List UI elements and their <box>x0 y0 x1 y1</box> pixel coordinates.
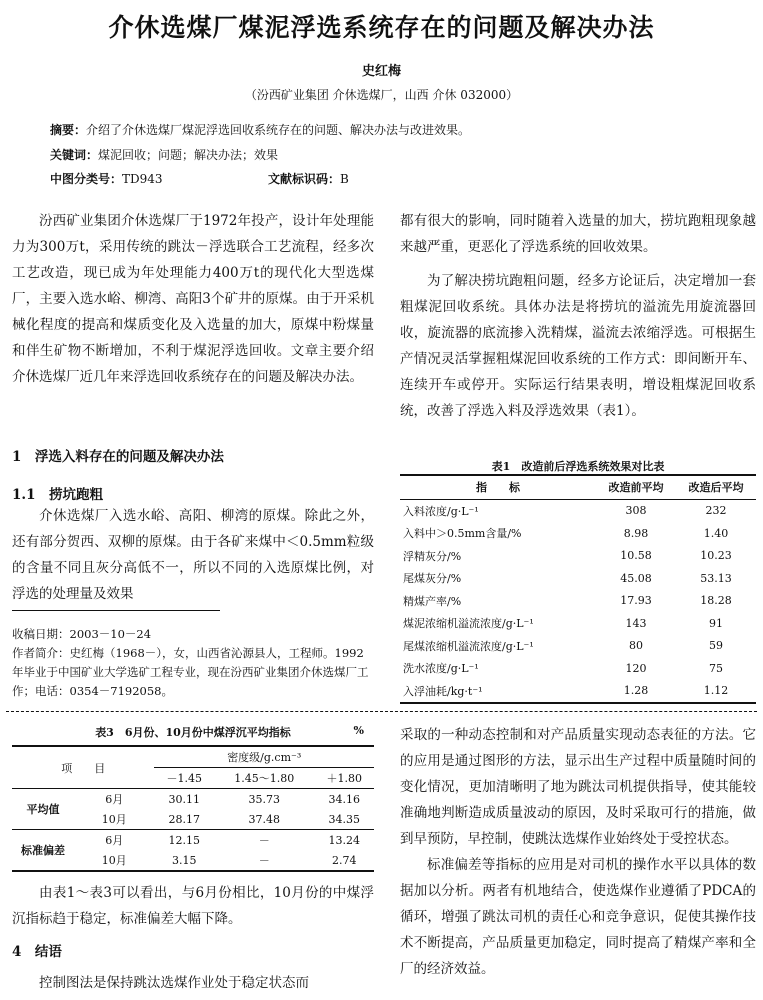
table3-row: 10月 3.15 － 2.74 <box>101 853 357 867</box>
bottom-right-para-1: 采取的一种动态控制和对产品质量实现动态表征的方法。它的应用是通过图形的方法，显示出生产过程中质量随时间的变化情况，更加清晰明了地为跳汰司机提供指导，使其能较准确地判断造成质量波动的原因，及时采取可行的措施，做到早预防，早控制，使跳汰选煤作业始终处于受控状态。 <box>400 727 756 847</box>
left-column-para2 <box>12 503 374 607</box>
section-1-1-heading: 1.1 捞坑跑粗 <box>12 487 103 503</box>
table3-row: 标准偏差 6月 12.15 － 13.24 <box>21 833 360 857</box>
para-entrance: 介休选煤厂入选水峪、高阳、柳湾的原煤。除此之外，还有部分贺西、双柳的原煤。由于各矿来煤中＜0.5mm粒级的含量不同且灰分高低不一，所以不同的入选原煤比例，对浮选的处理量及效果 <box>12 508 374 602</box>
table1-row: 精煤产率/% 17.93 18.28 <box>403 594 732 608</box>
article-title: 介休选煤厂煤泥浮选系统存在的问题及解决办法 <box>108 13 655 42</box>
abstract-label: 摘要： <box>50 123 87 137</box>
table1-row: 洗水浓度/g·L⁻¹ 120 75 <box>403 661 723 676</box>
table1-header: 指 标 <box>476 481 520 495</box>
table3-density-col: －1.45 <box>166 772 202 785</box>
keywords-text: 煤泥回收；问题；解决办法；效果 <box>98 148 279 162</box>
bottom-left-column <box>12 880 374 932</box>
table1-row: 尾煤灰分/% 45.08 53.13 <box>403 571 732 586</box>
section-4-heading: 4 结语 <box>12 944 62 960</box>
footnote-divider <box>12 610 220 611</box>
table3-unit: % <box>353 724 364 737</box>
table1-header: 改造前平均 <box>608 481 664 495</box>
table3-density-col: 1.45～1.80 <box>234 772 295 785</box>
received-date: 收稿日期：2003－10－24 <box>12 627 152 641</box>
table1-row: 尾煤浓缩机溢流浓度/g·L⁻¹ 80 59 <box>403 639 723 653</box>
clc-label: 中图分类号： <box>50 172 123 186</box>
table3 <box>12 745 374 872</box>
table3-caption-row <box>12 724 374 740</box>
section-separator <box>6 711 757 712</box>
table1-row: 浮精灰分/% 10.58 10.23 <box>403 549 732 563</box>
table1-row: 煤泥浓缩机溢流浓度/g·L⁻¹ 143 91 <box>403 616 723 631</box>
clc-value: TD943 <box>122 172 163 186</box>
table3-row: 10月 28.17 37.48 34.35 <box>12 809 374 830</box>
table1-header: 改造后平均 <box>688 481 744 495</box>
table1-row: 入料中＞0.5mm含量/% 8.98 1.40 <box>403 526 729 541</box>
table3-caption: 表3 6月份、10月份中煤浮沉平均指标 <box>95 726 291 739</box>
right-para-1: 都有很大的影响，同时随着入选量的加大，捞坑跑粗现象越来越严重，更恶化了浮选系统的回收效果。 <box>400 213 756 255</box>
conclusion-paragraph: 控制图法是保持跳汰选煤作业处于稳定状态而 <box>39 975 309 991</box>
table3-item-header: 项 目 <box>12 746 154 789</box>
summary-paragraph: 由表1～表3可以看出，与6月份相比，10月份的中煤浮沉指标趋于稳定，标准偏差大幅下降。 <box>12 885 374 927</box>
classification <box>50 170 550 187</box>
author-bio: 作者简介：史红梅（1968－），女，山西省沁源县人，工程师。1992年毕业于中国矿业大学选矿工程专业，现在汾西矿业集团介休选煤厂工作；电话：0354－7192058。 <box>12 646 369 698</box>
table3-row: 平均值 6月 30.11 35.73 34.16 <box>12 789 374 810</box>
bottom-right-column <box>400 722 756 982</box>
bottom-right-para-2: 标准偏差等指标的应用是对司机的操作水平以具体的数据加以分析。两者有机地结合，使选煤作业遵循了PDCA的循环，增强了跳汰司机的责任心和竞争意识，促使其操作技术不断提高，产品质量更加稳定，同时提高了精煤产率和全厂的经济效益。 <box>400 857 756 977</box>
table1-row: 入浮油耗/kg·t⁻¹ 1.28 1.12 <box>403 684 729 698</box>
table3-density-col: ＋1.80 <box>326 772 362 785</box>
keywords <box>50 146 278 163</box>
section-1-heading: 1 浮选入料存在的问题及解决办法 <box>12 449 224 465</box>
left-column <box>12 208 374 390</box>
table1 <box>400 474 756 704</box>
right-para-2: 为了解决捞坑跑粗问题，经多方论证后，决定增加一套粗煤泥回收系统。具体办法是将捞坑的溢流先用旋流器回收，旋流器的底流掺入洗精煤，溢流去浓缩浮选。可根据生产情况灵活掌握粗煤泥回收系统的工作方式：即间断开车、连续开车或停开。实际运行结果表明，增设粗煤泥回收系统，改善了浮选入料及浮选效果（表1）。 <box>400 273 756 419</box>
author: 史红梅 <box>361 64 401 79</box>
table1-caption: 表1 改造前后浮选系统效果对比表 <box>491 460 665 473</box>
bottom-left-para2 <box>12 970 374 996</box>
table3-density-header: 密度级/g.cm⁻³ <box>154 746 374 768</box>
doc-code-value: B <box>340 172 349 186</box>
footnote <box>12 625 374 701</box>
abstract <box>50 121 470 138</box>
doc-code <box>268 170 349 187</box>
abstract-text: 介绍了介休选煤厂煤泥浮选回收系统存在的问题、解决办法与改进效果。 <box>86 123 471 137</box>
right-column <box>400 208 756 424</box>
intro-paragraph: 汾西矿业集团介休选煤厂于1972年投产，设计年处理能力为300万t，采用传统的跳汰－浮选联合工艺流程，经多次工艺改造，现已成为年处理能力400万t的现代化大型选煤厂，主要入选水峪、柳湾、高阳3个矿井的原煤。由于开采机械化程度的提高和煤质变化及入选量的加大，原煤中粉煤量和伴生矿物不断增加，不利于煤泥浮选回收。文章主要介绍介休选煤厂近几年来浮选回收系统存在的问题及解决办法。 <box>12 213 374 385</box>
affiliation: （汾西矿业集团 介休选煤厂，山西 介休 032000） <box>244 88 519 102</box>
table1-row: 入料浓度/g·L⁻¹ 308 232 <box>403 504 727 518</box>
keywords-label: 关键词： <box>50 148 99 162</box>
doc-code-label: 文献标识码： <box>268 172 341 186</box>
